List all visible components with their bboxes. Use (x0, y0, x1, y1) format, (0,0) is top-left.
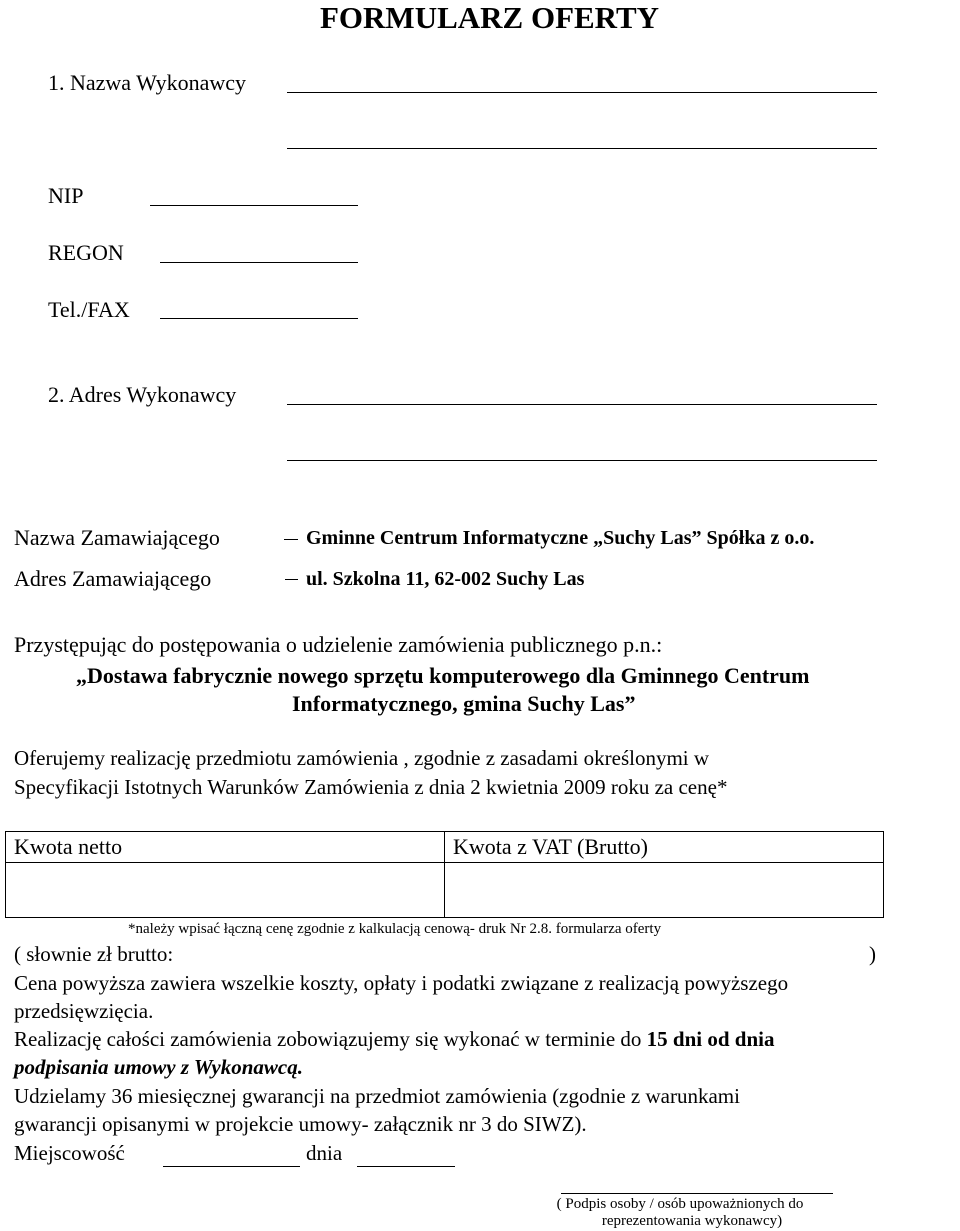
amount-in-words-close: ) (869, 942, 876, 966)
signature-caption-line2: reprezentowania wykonawcy) (601, 1213, 783, 1229)
procedure-intro: Przystępując do postępowania o udzielenie zamówienia publicznego p.n.: (14, 632, 663, 657)
contractor-name-label: 1. Nazwa Wykonawcy (48, 70, 247, 95)
net-amount-field[interactable] (6, 863, 445, 918)
ordering-party-address-dash (285, 579, 298, 580)
procurement-subject-line1: „Dostawa fabrycznie nowego sprzętu komputerowego dla Gminnego Centrum (76, 663, 810, 688)
ordering-party-address-value: ul. Szkolna 11, 62-002 Suchy Las (306, 568, 585, 590)
contractor-address-field-line1[interactable] (287, 404, 877, 405)
procurement-subject-line2: Informatycznego, gmina Suchy Las” (292, 691, 636, 716)
tel-fax-label: Tel./FAX (48, 297, 130, 322)
offer-text-line2: Specyfikacji Istotnych Warunków Zamówienia z dnia 2 kwietnia 2009 roku za cenę* (14, 775, 728, 799)
offer-text-line1: Oferujemy realizację przedmiotu zamówienia , zgodnie z zasadami określonymi w (14, 746, 710, 770)
warranty-line1: Udzielamy 36 miesięcznej gwarancji na przedmiot zamówienia (zgodnie z warunkami (14, 1084, 740, 1108)
completion-term-line2: podpisania umowy z Wykonawcą. (14, 1055, 303, 1079)
price-table (5, 831, 884, 918)
date-field[interactable] (357, 1166, 455, 1167)
amount-in-words-label[interactable]: ( słownie zł brutto: (14, 942, 174, 966)
contractor-address-field-line2[interactable] (287, 460, 877, 461)
price-costs-line1: Cena powyższa zawiera wszelkie koszty, opłaty i podatki związane z realizacją powyższego (14, 971, 789, 995)
regon-field[interactable] (160, 262, 358, 263)
warranty-line2: gwarancji opisanymi w projekcie umowy- załącznik nr 3 do SIWZ). (14, 1112, 587, 1136)
tel-fax-field[interactable] (160, 318, 358, 319)
form-title: FORMULARZ OFERTY (320, 0, 660, 35)
ordering-party-name-dash (284, 539, 298, 540)
place-label: Miejscowość (14, 1141, 125, 1165)
gross-amount-header: Kwota z VAT (Brutto) (445, 832, 884, 863)
ordering-party-name-label: Nazwa Zamawiającego (14, 525, 220, 550)
completion-term-text: Realizację całości zamówienia zobowiązujemy się wykonać w terminie do (14, 1027, 647, 1051)
completion-term-line1 (14, 1027, 775, 1052)
date-label: dnia (306, 1141, 343, 1165)
place-field[interactable] (163, 1166, 300, 1167)
nip-label: NIP (48, 183, 84, 208)
ordering-party-name-value: Gminne Centrum Informatyczne „Suchy Las” Spółka z o.o. (306, 527, 815, 549)
net-amount-header: Kwota netto (6, 832, 445, 863)
contractor-name-field-line2[interactable] (287, 148, 877, 149)
contractor-name-field-line1[interactable] (287, 92, 877, 93)
regon-label: REGON (48, 240, 124, 265)
price-costs-line2: przedsięwzięcia. (14, 999, 154, 1023)
completion-term-days: 15 dni od dnia (646, 1027, 775, 1051)
ordering-party-address-label: Adres Zamawiającego (14, 566, 212, 591)
price-footnote: *należy wpisać łączną cenę zgodnie z kalkulacją cenową- druk Nr 2.8. formularza oferty (128, 921, 662, 937)
nip-field[interactable] (150, 205, 358, 206)
contractor-address-label: 2. Adres Wykonawcy (48, 382, 237, 407)
signature-line[interactable] (561, 1193, 833, 1194)
gross-amount-field[interactable] (445, 863, 884, 918)
signature-caption-line1: ( Podpis osoby / osób upoważnionych do (556, 1196, 804, 1212)
